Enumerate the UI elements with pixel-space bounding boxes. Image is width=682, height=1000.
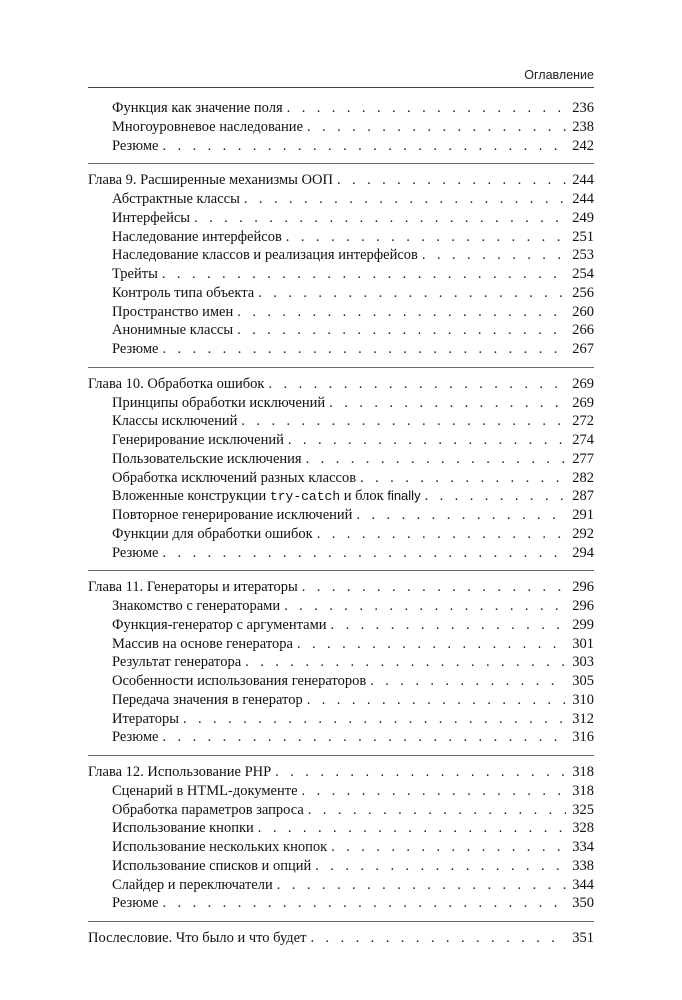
toc-page-number: 282 bbox=[572, 469, 594, 486]
toc-page-number: 256 bbox=[572, 284, 594, 301]
toc-entry-title: Повторное генерирование исключений bbox=[112, 506, 356, 525]
toc-entry-title: Пространство имен bbox=[112, 303, 237, 322]
toc-entry[interactable] bbox=[88, 265, 594, 284]
toc-entry-title-part: finally bbox=[387, 488, 421, 504]
toc-entry[interactable] bbox=[88, 412, 594, 431]
toc-section bbox=[88, 163, 594, 359]
toc-entry-title: Резюме bbox=[112, 544, 162, 563]
toc-page-number: 334 bbox=[572, 839, 594, 855]
toc-section bbox=[88, 570, 594, 747]
toc-chapter-entry[interactable] bbox=[88, 578, 594, 597]
toc-entry-title: Резюме bbox=[112, 340, 162, 359]
toc-entry-title-part: и блок bbox=[340, 488, 388, 505]
toc-entry[interactable] bbox=[88, 506, 594, 525]
toc-page-number: 238 bbox=[572, 118, 594, 135]
toc-page-number: 318 bbox=[572, 782, 594, 799]
toc-entry[interactable] bbox=[88, 857, 594, 876]
toc-page-number: 294 bbox=[572, 544, 594, 561]
dot-leader bbox=[315, 857, 566, 876]
dot-leader bbox=[245, 653, 566, 672]
toc-entry[interactable] bbox=[88, 340, 594, 359]
dot-leader bbox=[331, 838, 566, 857]
toc-entry-title: Глава 11. Генераторы и итераторы bbox=[88, 578, 302, 597]
toc-page-number: 296 bbox=[572, 579, 594, 596]
toc-entry-title: Знакомство с генераторами bbox=[112, 597, 284, 616]
toc-entry-title: Наследование классов и реализация интерфейсов bbox=[112, 246, 422, 265]
toc-entry[interactable] bbox=[88, 469, 594, 488]
toc-chapter-entry[interactable] bbox=[88, 375, 594, 394]
toc-entry[interactable] bbox=[88, 894, 594, 913]
toc-entry[interactable] bbox=[88, 691, 594, 710]
toc-entry-title: Глава 10. Обработка ошибок bbox=[88, 375, 268, 394]
dot-leader bbox=[337, 171, 566, 190]
toc-entry-title: Использование кнопки bbox=[112, 819, 258, 838]
toc-page-number: 260 bbox=[572, 303, 594, 320]
dot-leader bbox=[287, 99, 567, 118]
dot-leader bbox=[258, 819, 566, 838]
toc-entry[interactable] bbox=[88, 450, 594, 469]
toc-page-number: 305 bbox=[572, 673, 594, 689]
toc-entry[interactable] bbox=[88, 190, 594, 209]
dot-leader bbox=[310, 929, 566, 948]
toc-page-number: 296 bbox=[572, 598, 594, 614]
toc-page-number: 303 bbox=[572, 654, 594, 671]
toc-entry-title: Резюме bbox=[112, 137, 162, 156]
toc-entry-title: Обработка параметров запроса bbox=[112, 801, 308, 820]
toc-entry-title: Использование нескольких кнопок bbox=[112, 838, 331, 857]
toc-entry[interactable] bbox=[88, 597, 594, 616]
toc-entry-title: Функции для обработки ошибок bbox=[112, 525, 317, 544]
toc-page-number: 277 bbox=[572, 450, 594, 467]
toc-entry[interactable] bbox=[88, 321, 594, 340]
dot-leader bbox=[370, 672, 566, 691]
toc-entry[interactable] bbox=[88, 118, 594, 137]
toc-section bbox=[88, 367, 594, 563]
toc-page-number: 328 bbox=[572, 820, 594, 837]
dot-leader bbox=[360, 469, 566, 488]
table-of-contents bbox=[88, 99, 594, 948]
toc-entry-title: Слайдер и переключатели bbox=[112, 876, 277, 895]
toc-entry-title-part: try-catch bbox=[269, 489, 341, 505]
toc-entry-title: Принципы обработки исключений bbox=[112, 394, 329, 413]
toc-entry[interactable] bbox=[88, 303, 594, 322]
toc-section bbox=[88, 921, 594, 948]
toc-entry[interactable] bbox=[88, 728, 594, 747]
toc-entry-title: Глава 9. Расширенные механизмы ООП bbox=[88, 171, 337, 190]
toc-page-number: 351 bbox=[572, 930, 594, 946]
toc-entry-title: Многоуровневое наследование bbox=[112, 118, 307, 137]
dot-leader bbox=[162, 894, 566, 913]
dot-leader bbox=[422, 246, 566, 265]
toc-page-number: 267 bbox=[572, 341, 594, 357]
toc-entry-title: Обработка исключений разных классов bbox=[112, 469, 360, 488]
toc-page-number: 266 bbox=[572, 322, 594, 339]
toc-entry[interactable] bbox=[88, 653, 594, 672]
toc-entry-title: Анонимные классы bbox=[112, 321, 237, 340]
dot-leader bbox=[277, 876, 567, 895]
dot-leader bbox=[258, 284, 566, 303]
toc-page-number: 299 bbox=[572, 616, 594, 633]
toc-entry-title: Результат генератора bbox=[112, 653, 245, 672]
dot-leader bbox=[306, 450, 567, 469]
toc-entry-title: Использование списков и опций bbox=[112, 857, 315, 876]
toc-entry-title: Трейты bbox=[112, 265, 162, 284]
toc-entry-title: Послесловие. Что было и что будет bbox=[88, 929, 310, 948]
dot-leader bbox=[302, 578, 567, 597]
toc-page-number: 310 bbox=[572, 691, 594, 708]
dot-leader bbox=[308, 801, 566, 820]
toc-page-number: 253 bbox=[572, 247, 594, 264]
toc-page-number: 350 bbox=[572, 895, 594, 912]
toc-entry[interactable] bbox=[88, 544, 594, 563]
dot-leader bbox=[194, 209, 566, 228]
dot-leader bbox=[284, 597, 566, 616]
toc-page-number: 291 bbox=[572, 507, 594, 523]
toc-page-number: 269 bbox=[572, 394, 594, 411]
running-header: Оглавление bbox=[524, 68, 594, 82]
dot-leader bbox=[307, 118, 566, 137]
toc-entry[interactable] bbox=[88, 801, 594, 820]
toc-page-number: 292 bbox=[572, 525, 594, 542]
toc-entry-title: Пользовательские исключения bbox=[112, 450, 306, 469]
toc-entry[interactable] bbox=[88, 525, 594, 544]
toc-page-number: 251 bbox=[572, 228, 594, 245]
toc-entry[interactable] bbox=[88, 246, 594, 265]
dot-leader bbox=[162, 544, 566, 563]
toc-entry-title: Передача значения в генератор bbox=[112, 691, 307, 710]
dot-leader bbox=[162, 137, 566, 156]
dot-leader bbox=[183, 710, 566, 729]
toc-entry-title: Генерирование исключений bbox=[112, 431, 288, 450]
toc-entry[interactable] bbox=[88, 635, 594, 654]
toc-chapter-entry[interactable] bbox=[88, 763, 594, 782]
dot-leader bbox=[286, 228, 566, 247]
dot-leader bbox=[162, 728, 566, 747]
toc-entry-title: Резюме bbox=[112, 728, 162, 747]
header-divider bbox=[88, 87, 594, 88]
toc-section bbox=[88, 755, 594, 913]
toc-entry-title-part: Вложенные конструкции bbox=[112, 488, 270, 505]
toc-page-number: 301 bbox=[572, 635, 594, 652]
dot-leader bbox=[331, 616, 567, 635]
toc-page-number: 325 bbox=[572, 801, 594, 818]
toc-entry-title: Массив на основе генератора bbox=[112, 635, 297, 654]
toc-page-number: 269 bbox=[572, 375, 594, 392]
toc-entry-title: Сценарий в HTML-документе bbox=[112, 782, 302, 801]
toc-entry[interactable] bbox=[88, 487, 594, 506]
toc-entry-title: Контроль типа объекта bbox=[112, 284, 258, 303]
dot-leader bbox=[162, 265, 566, 284]
dot-leader bbox=[288, 431, 566, 450]
toc-entry-title: Интерфейсы bbox=[112, 209, 194, 228]
toc-entry-title: Функция как значение поля bbox=[112, 99, 287, 118]
dot-leader bbox=[268, 375, 566, 394]
toc-page-number: 272 bbox=[572, 413, 594, 430]
toc-entry[interactable] bbox=[88, 672, 594, 691]
toc-entry[interactable] bbox=[88, 99, 594, 118]
toc-entry[interactable] bbox=[88, 819, 594, 838]
toc-page-number: 249 bbox=[572, 209, 594, 226]
toc-entry[interactable] bbox=[88, 876, 594, 895]
toc-page-number: 244 bbox=[572, 191, 594, 207]
toc-chapter-entry[interactable] bbox=[88, 171, 594, 190]
toc-page-number: 312 bbox=[572, 710, 594, 727]
toc-entry-title: Итераторы bbox=[112, 710, 183, 729]
toc-page-number: 287 bbox=[572, 488, 594, 505]
toc-page-number: 318 bbox=[572, 764, 594, 780]
toc-page-number: 316 bbox=[572, 729, 594, 746]
toc-entry-title: Глава 12. Использование PHP bbox=[88, 763, 275, 782]
dot-leader bbox=[162, 340, 566, 359]
toc-entry[interactable] bbox=[88, 228, 594, 247]
dot-leader bbox=[297, 635, 566, 654]
dot-leader bbox=[237, 321, 566, 340]
toc-entry[interactable] bbox=[88, 782, 594, 801]
toc-entry-title: Функция-генератор с аргументами bbox=[112, 616, 331, 635]
toc-entry[interactable] bbox=[88, 209, 594, 228]
toc-entry[interactable] bbox=[88, 616, 594, 635]
toc-entry[interactable] bbox=[88, 710, 594, 729]
dot-leader bbox=[302, 782, 567, 801]
dot-leader bbox=[356, 506, 566, 525]
toc-page-number: 236 bbox=[572, 100, 594, 116]
dot-leader bbox=[317, 525, 567, 544]
dot-leader bbox=[425, 487, 567, 506]
toc-entry-title: Классы исключений bbox=[112, 412, 241, 431]
dot-leader bbox=[329, 394, 566, 413]
toc-entry[interactable] bbox=[88, 838, 594, 857]
toc-entry-title: Особенности использования генераторов bbox=[112, 672, 370, 691]
toc-entry-title bbox=[112, 487, 425, 506]
toc-entry-title: Наследование интерфейсов bbox=[112, 228, 286, 247]
dot-leader bbox=[237, 303, 566, 322]
toc-chapter-entry[interactable] bbox=[88, 929, 594, 948]
toc-entry[interactable] bbox=[88, 284, 594, 303]
toc-page-number: 244 bbox=[572, 172, 594, 189]
toc-entry-title: Резюме bbox=[112, 894, 162, 913]
toc-entry-title: Абстрактные классы bbox=[112, 190, 244, 209]
toc-page-number: 344 bbox=[572, 876, 594, 893]
dot-leader bbox=[244, 190, 566, 209]
dot-leader bbox=[307, 691, 567, 710]
toc-entry[interactable] bbox=[88, 137, 594, 156]
toc-entry[interactable] bbox=[88, 394, 594, 413]
toc-section bbox=[88, 99, 594, 155]
dot-leader bbox=[241, 412, 566, 431]
toc-entry[interactable] bbox=[88, 431, 594, 450]
dot-leader bbox=[275, 763, 566, 782]
toc-page-number: 274 bbox=[572, 432, 594, 448]
toc-page-number: 338 bbox=[572, 857, 594, 874]
toc-page-number: 254 bbox=[572, 266, 594, 282]
toc-page-number: 242 bbox=[572, 137, 594, 154]
